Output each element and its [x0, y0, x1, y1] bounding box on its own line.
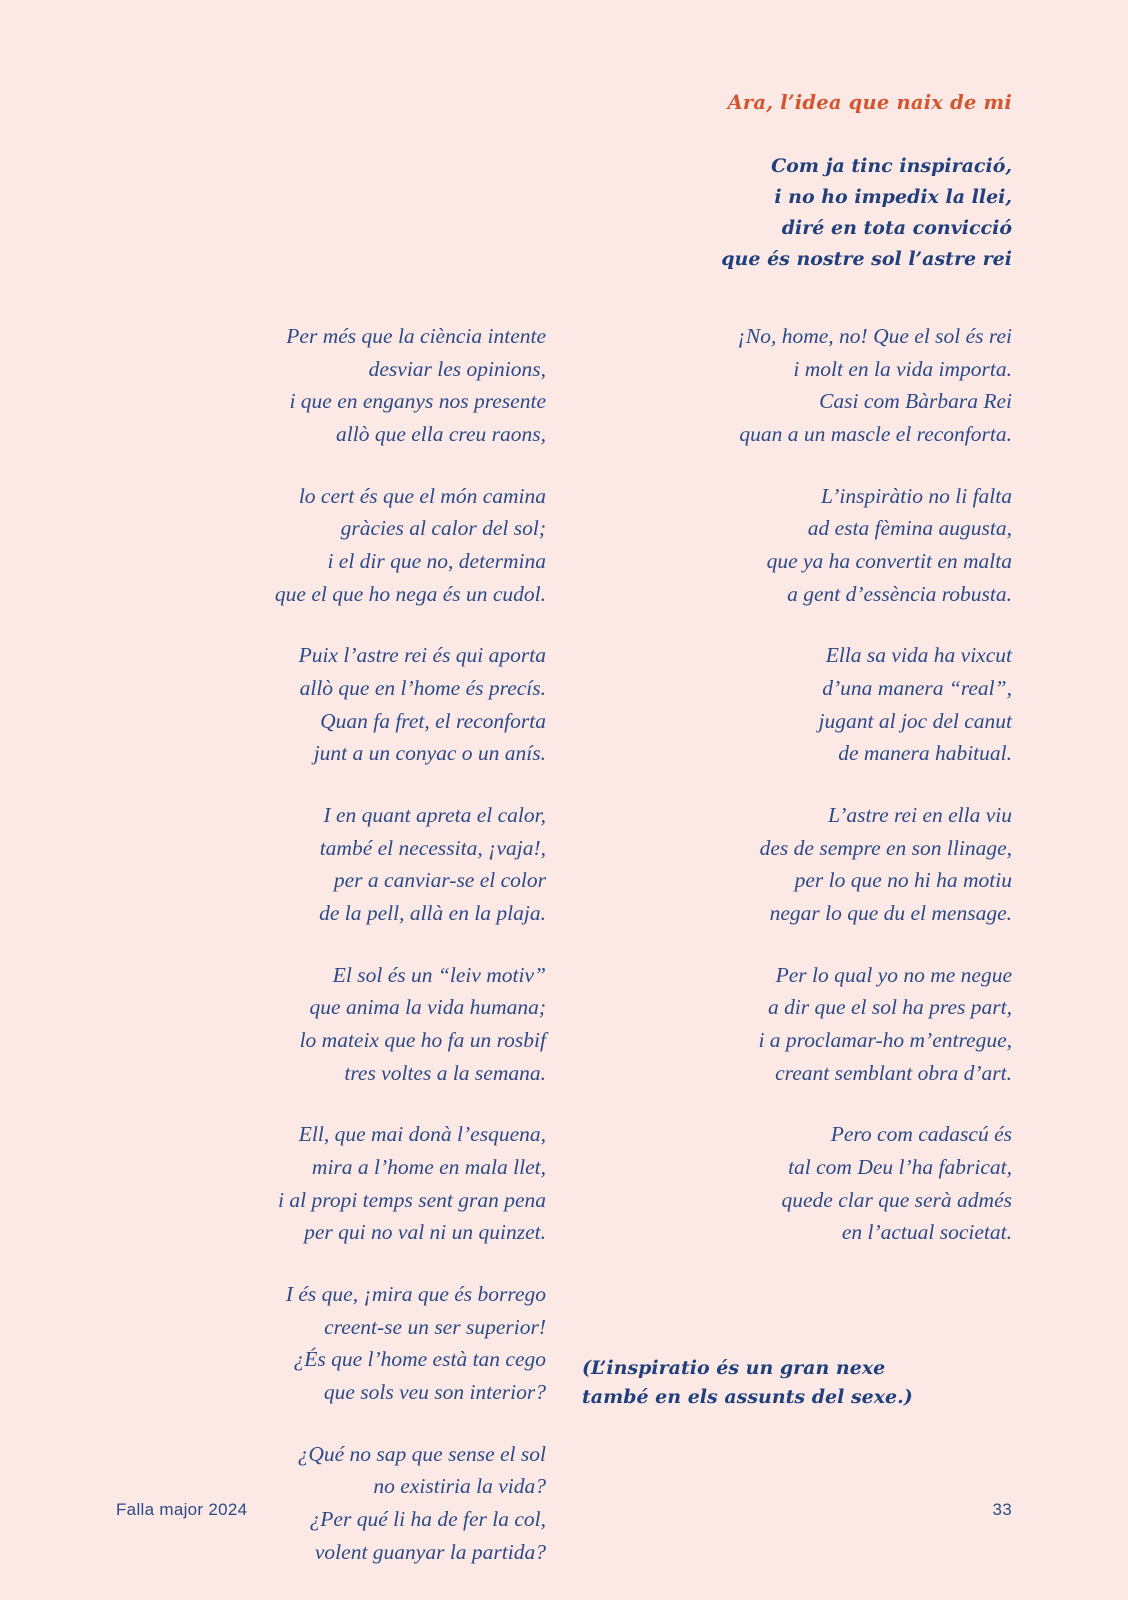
verse-line: ¿Qué no sap que sense el sol: [297, 1441, 546, 1466]
verse-line: a gent d’essència robusta.: [787, 581, 1012, 606]
verse-line: i a proclamar-ho m’entregue,: [758, 1028, 1012, 1053]
verse-line: Casi com Bàrbara Rei: [819, 389, 1012, 414]
stanza: [116, 480, 546, 611]
verse-line: des de sempre en son llinage,: [759, 835, 1012, 860]
stanza: [116, 959, 546, 1090]
verse-line: ¡No, home, no! Que el sol és rei: [737, 324, 1012, 348]
footer-page-number: 33: [992, 1500, 1012, 1519]
verse-line: Per lo qual yo no me negue: [775, 962, 1012, 987]
closing-note: [582, 1354, 1012, 1411]
left-column: [116, 320, 546, 1598]
verse-line: quan a un mascle el reconforta.: [739, 422, 1012, 447]
verse-line: a dir que el sol ha pres part,: [767, 995, 1012, 1020]
stanza: [116, 1278, 546, 1409]
verse-line: de la pell, allà en la plaja.: [319, 901, 546, 926]
stanza: [582, 959, 1012, 1090]
verse-line: ¿Per qué li ha de fer la col,: [309, 1507, 546, 1532]
verse-line: I en quant apreta el calor,: [323, 803, 546, 828]
stanza: [582, 1118, 1012, 1249]
poem-header: [592, 90, 1012, 274]
footer-publication: Falla major 2024: [116, 1500, 248, 1519]
verse-line: L’inspiràtio no li falta: [821, 483, 1012, 508]
verse-line: jugant al joc del canut: [818, 708, 1012, 733]
verse-line: quede clar que serà admés: [781, 1187, 1012, 1212]
verse-line: i al propi temps sent gran pena: [278, 1187, 546, 1212]
intro-line: Com ja tinc inspiració,: [771, 155, 1012, 178]
intro-line: i no ho impedix la llei,: [774, 186, 1012, 209]
verse-line: creent-se un ser superior!: [324, 1314, 546, 1339]
verse-line: volent guanyar la partida?: [314, 1539, 546, 1564]
verse-line: que sols veu son interior?: [323, 1380, 546, 1405]
verse-line: Pero com cadascú és: [830, 1122, 1012, 1147]
verse-line: que anima la vida humana;: [309, 995, 546, 1020]
stanza: [116, 320, 546, 451]
verse-line: de manera habitual.: [838, 741, 1012, 766]
page-title: Ara, l’idea que naix de mi: [727, 91, 1012, 114]
verse-line: ad esta fèmina augusta,: [807, 516, 1012, 541]
verse-line: mira a l’home en mala llet,: [311, 1155, 546, 1180]
verse-line: I és que, ¡mira que és borrego: [285, 1282, 546, 1307]
closing-note-line: també en els assunts del sexe.): [582, 1385, 913, 1408]
verse-columns: [116, 320, 1012, 1598]
verse-line: per a canviar-se el color: [333, 868, 546, 893]
intro-line: diré en tota convicció: [781, 216, 1012, 239]
verse-line: no existiria la vida?: [373, 1474, 546, 1499]
verse-line: en l’actual societat.: [841, 1220, 1012, 1245]
verse-line: allò que ella creu raons,: [336, 422, 546, 447]
verse-line: també el necessita, ¡vaja!,: [319, 835, 546, 860]
verse-line: que ya ha convertit en malta: [766, 549, 1012, 574]
verse-line: i el dir que no, determina: [327, 549, 546, 574]
verse-line: junt a un conyac o un anís.: [313, 741, 546, 766]
verse-line: El sol és un “leiv motiv”: [332, 962, 546, 987]
verse-line: creant semblant obra d’art.: [775, 1060, 1012, 1085]
verse-line: allò que en l’home és precís.: [299, 676, 546, 701]
verse-line: tal com Deu l’ha fabricat,: [788, 1155, 1012, 1180]
verse-line: per lo que no hi ha motiu: [794, 868, 1012, 893]
verse-line: Ella sa vida ha vixcut: [825, 643, 1012, 668]
intro-line: que és nostre sol l’astre rei: [721, 247, 1012, 270]
verse-line: ¿És que l’home està tan cego: [293, 1347, 546, 1372]
verse-line: que el que ho nega és un cudol.: [274, 581, 546, 606]
verse-line: gràcies al calor del sol;: [340, 516, 546, 541]
verse-line: Quan fa fret, el reconforta: [320, 708, 546, 733]
verse-line: i molt en la vida importa.: [793, 356, 1012, 381]
right-column: [582, 320, 1012, 1411]
stanza: [116, 1118, 546, 1249]
verse-line: i que en enganys nos presente: [289, 389, 546, 414]
verse-line: desviar les opinions,: [368, 356, 546, 381]
closing-note-line: (L’inspiratio és un gran nexe: [582, 1357, 886, 1380]
verse-line: L’astre rei en ella viu: [828, 803, 1012, 828]
stanza: [116, 799, 546, 930]
verse-line: tres voltes a la semana.: [344, 1060, 546, 1085]
verse-line: d’una manera “real”,: [822, 676, 1012, 701]
verse-line: per qui no val ni un quinzet.: [304, 1220, 546, 1245]
stanza: [582, 799, 1012, 930]
stanza: [582, 480, 1012, 611]
verse-line: negar lo que du el mensage.: [769, 901, 1012, 926]
verse-line: lo cert és que el món camina: [298, 483, 546, 508]
intro-stanza: [592, 151, 1012, 274]
verse-line: lo mateix que ho fa un rosbif: [299, 1028, 546, 1053]
stanza: [116, 639, 546, 770]
stanza: [582, 320, 1012, 451]
verse-line: Per més que la ciència intente: [286, 324, 546, 348]
stanza: [582, 639, 1012, 770]
page-footer: [116, 1500, 1012, 1520]
verse-line: Ell, que mai donà l’esquena,: [298, 1122, 546, 1147]
verse-line: Puix l’astre rei és qui aporta: [298, 643, 546, 668]
